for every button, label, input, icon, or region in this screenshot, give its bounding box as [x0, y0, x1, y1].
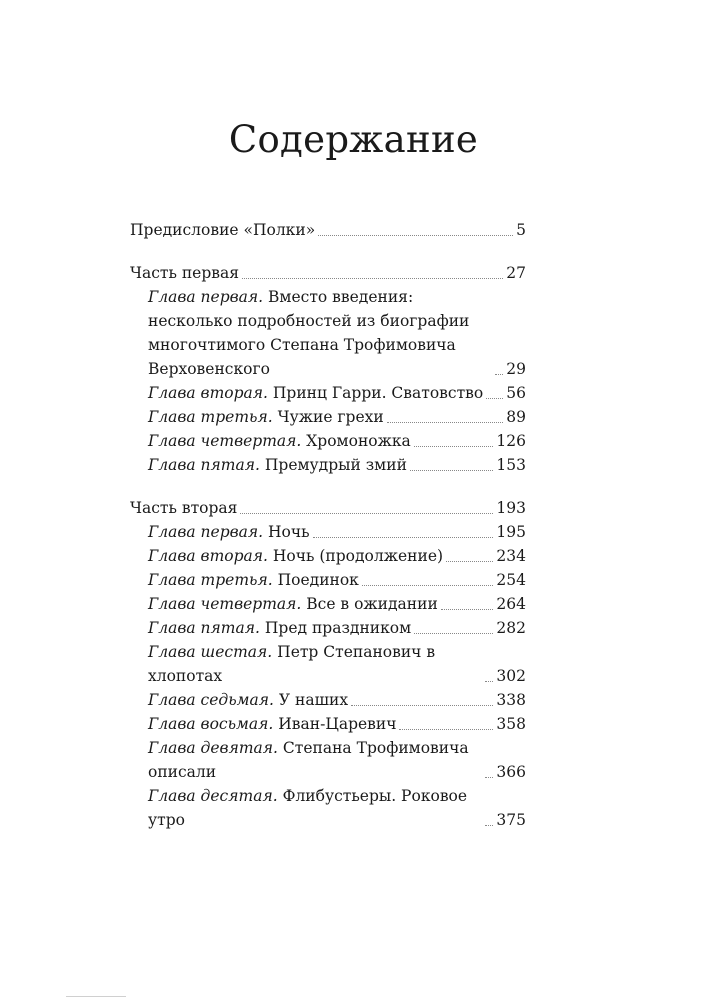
dot-leader	[486, 397, 503, 399]
toc-entry-part-1-chapter-5[interactable]	[130, 453, 526, 477]
toc-page-number: 282	[496, 619, 526, 637]
toc-entry-part-1-chapter-2[interactable]	[130, 381, 526, 405]
chapter-label: Глава седьмая.	[148, 691, 274, 709]
dot-leader	[313, 536, 494, 538]
chapter-label: Глава четвертая.	[148, 432, 302, 450]
page-title: Содержание	[228, 118, 479, 161]
toc-page-number: 27	[506, 264, 526, 282]
toc-entry-part-2-chapter-1[interactable]	[130, 520, 526, 544]
chapter-label: Глава первая.	[148, 523, 264, 541]
dot-leader	[318, 234, 513, 236]
dot-leader	[495, 373, 503, 375]
toc-entry-part-2-chapter-2[interactable]	[130, 544, 526, 568]
chapter-label: Глава вторая.	[148, 384, 268, 402]
toc-entry-text	[148, 285, 492, 381]
chapter-title: Хромоножка	[306, 432, 411, 450]
toc-entry-part-2-chapter-6[interactable]	[130, 640, 526, 688]
toc-entry-text	[148, 544, 443, 568]
chapter-title: Премудрый змий	[264, 456, 407, 474]
toc-entry-text	[148, 568, 359, 592]
chapter-title: Степана Трофимовича описали	[148, 739, 469, 781]
toc-page-number: 366	[496, 763, 526, 781]
toc-page-number: 5	[516, 221, 526, 239]
chapter-title: У наших	[278, 691, 349, 709]
chapter-label: Глава десятая.	[148, 787, 278, 805]
toc-entry-part-2-chapter-9[interactable]	[130, 736, 526, 784]
chapter-title: Поединок	[277, 571, 359, 589]
table-of-contents	[130, 218, 526, 832]
chapter-label: Глава шестая.	[148, 643, 273, 661]
toc-page-number: 89	[506, 408, 526, 426]
dot-leader	[240, 512, 493, 514]
dot-leader	[242, 277, 503, 279]
chapter-title: Ночь (продолжение)	[272, 547, 444, 565]
chapter-title: Чужие грехи	[277, 408, 384, 426]
toc-entry-text	[148, 381, 483, 405]
toc-page-number: 358	[496, 715, 526, 733]
toc-entry-text: Часть вторая	[130, 499, 238, 517]
dot-leader	[387, 421, 504, 423]
chapter-label: Глава четвертая.	[148, 595, 302, 613]
dot-leader	[414, 632, 493, 634]
page-edge-mark	[66, 996, 126, 997]
dot-leader	[485, 824, 493, 826]
chapter-title: Ночь	[268, 523, 310, 541]
dot-leader	[410, 469, 494, 471]
chapter-title: Иван-Царевич	[278, 715, 397, 733]
toc-page-number: 234	[496, 547, 526, 565]
chapter-label: Глава третья.	[148, 408, 273, 426]
toc-entry-text	[148, 784, 482, 832]
dot-leader	[414, 445, 494, 447]
toc-page-number: 195	[496, 523, 526, 541]
toc-entry-part-2-chapter-5[interactable]	[130, 616, 526, 640]
chapter-title: Петр Степанович в хлопотах	[148, 643, 436, 685]
toc-entry-part-2-chapter-10[interactable]	[130, 784, 526, 832]
toc-entry-text	[148, 736, 482, 784]
chapter-label: Глава девятая.	[148, 739, 278, 757]
toc-page-number: 153	[496, 456, 526, 474]
toc-entry-text	[148, 520, 310, 544]
dot-leader	[399, 728, 493, 730]
toc-entry-text	[148, 616, 411, 640]
toc-entry-part-1-chapter-1[interactable]	[130, 285, 526, 381]
dot-leader	[446, 560, 493, 562]
toc-entry-part-2-chapter-3[interactable]	[130, 568, 526, 592]
toc-page-number: 29	[506, 360, 526, 378]
chapter-title: Вместо введения: несколько подробностей из биографии многочтимого Степана Трофимовича Верховенского	[148, 288, 470, 378]
chapter-label: Глава пятая.	[148, 619, 260, 637]
toc-entry-part-2-chapter-7[interactable]	[130, 688, 526, 712]
dot-leader	[485, 776, 493, 778]
dot-leader	[485, 680, 493, 682]
chapter-label: Глава первая.	[148, 288, 264, 306]
toc-entry-text	[148, 712, 396, 736]
toc-entry-text	[148, 592, 438, 616]
toc-entry-part-2-chapter-8[interactable]	[130, 712, 526, 736]
chapter-title: Флибустьеры. Роковое утро	[148, 787, 468, 829]
toc-page-number: 264	[496, 595, 526, 613]
toc-page-number: 302	[496, 667, 526, 685]
chapter-title: Пред праздником	[264, 619, 412, 637]
dot-leader	[351, 704, 493, 706]
chapter-title: Принц Гарри. Сватовство	[272, 384, 484, 402]
chapter-label: Глава третья.	[148, 571, 273, 589]
dot-leader	[362, 584, 494, 586]
toc-entry-text	[148, 640, 482, 688]
chapter-title: Все в ожидании	[306, 595, 438, 613]
toc-page-number: 254	[496, 571, 526, 589]
toc-page-number: 375	[496, 811, 526, 829]
toc-page-number: 126	[496, 432, 526, 450]
toc-entry-part-2-chapter-4[interactable]	[130, 592, 526, 616]
toc-entry-part-2[interactable]	[130, 496, 526, 520]
toc-entry-part-1-chapter-4[interactable]	[130, 429, 526, 453]
toc-entry-text: Предисловие «Полки»	[130, 221, 316, 239]
toc-entry-text: Часть первая	[130, 264, 240, 282]
chapter-label: Глава пятая.	[148, 456, 260, 474]
toc-page-number: 338	[496, 691, 526, 709]
toc-entry-text	[148, 405, 384, 429]
chapter-label: Глава вторая.	[148, 547, 268, 565]
toc-entry-part-1[interactable]	[130, 261, 526, 285]
toc-entry-text	[148, 453, 407, 477]
toc-entry-part-1-chapter-3[interactable]	[130, 405, 526, 429]
chapter-label: Глава восьмая.	[148, 715, 274, 733]
dot-leader	[441, 608, 494, 610]
toc-entry-text	[148, 429, 411, 453]
toc-page-number: 56	[506, 384, 526, 402]
toc-entry-text	[148, 688, 348, 712]
toc-entry-preface[interactable]	[130, 218, 526, 242]
toc-page-number: 193	[496, 499, 526, 517]
